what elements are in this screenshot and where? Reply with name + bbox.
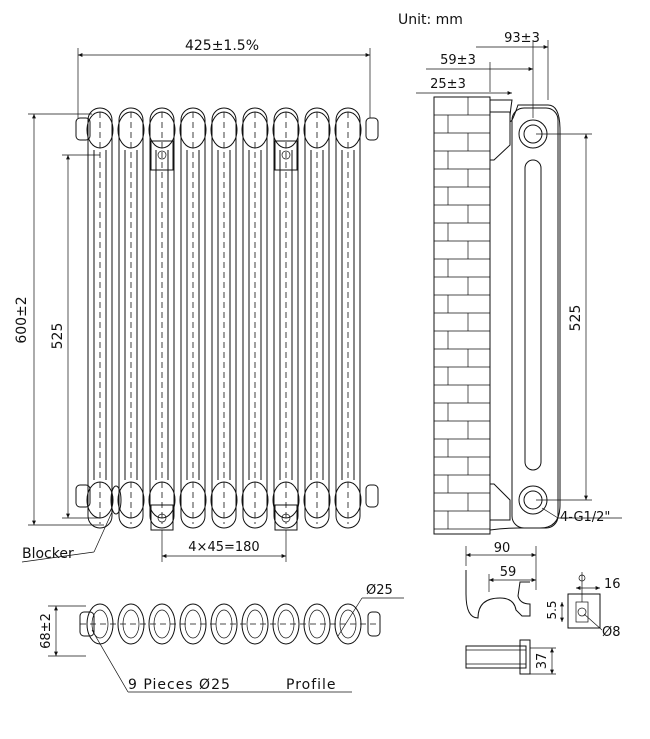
radiator-column	[180, 108, 206, 528]
slot-width-dim: 16	[604, 577, 621, 592]
radiator-column	[149, 108, 175, 528]
front-centers-dim: 525	[50, 322, 66, 350]
radiator-column	[242, 108, 268, 528]
side-view	[416, 31, 622, 534]
radiator-column	[211, 108, 237, 528]
side-bracket-depth-dim: 59±3	[440, 53, 476, 68]
top-tube	[335, 604, 361, 644]
radiator-columns	[76, 108, 378, 528]
radiator-column	[335, 108, 361, 528]
bracket-height-dim: 37	[535, 652, 550, 670]
radiator-column	[87, 108, 113, 528]
front-width-dim: 425±1.5%	[184, 38, 260, 54]
radiator-column	[273, 108, 299, 528]
pieces-label: 9 Pieces Ø25	[128, 677, 231, 693]
bracket-width-dim: 90	[493, 541, 511, 556]
hole-diameter-label: Ø8	[602, 625, 621, 640]
side-wall-gap-dim: 25±3	[430, 77, 466, 92]
top-depth-dim: 68±2	[39, 613, 54, 649]
profile-label: Profile	[286, 677, 337, 693]
slot-height-dim: 5.5	[545, 600, 559, 620]
side-centers-dim: 525	[568, 304, 584, 332]
blocker-label: Blocker	[22, 546, 74, 562]
front-height-dim: 600±2	[14, 296, 30, 344]
bracket-detail	[466, 541, 621, 674]
connection-label: 4-G1/2"	[560, 510, 611, 525]
radiator-column	[304, 108, 330, 528]
tube-diameter-label: Ø25	[366, 583, 393, 598]
brick-wall	[434, 97, 490, 534]
side-depth-dim: 93±3	[504, 31, 540, 46]
top-tube	[304, 604, 330, 644]
front-view	[14, 38, 378, 562]
bracket-offset-dim: 59	[499, 565, 517, 580]
unit-label: Unit: mm	[398, 12, 463, 28]
bracket-spacing-dim: 4×45=180	[188, 540, 260, 555]
top-view	[39, 583, 404, 693]
radiator-column	[118, 108, 144, 528]
